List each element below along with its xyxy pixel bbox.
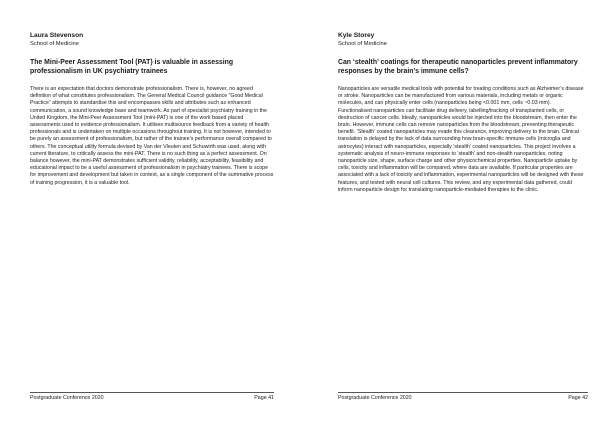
right-page xyxy=(300,0,600,424)
author-school: School of Medicine xyxy=(30,41,79,47)
page-footer xyxy=(338,392,588,402)
footer-page-number: Page 41 xyxy=(254,395,274,401)
footer-conference: Postgraduate Conference 2020 xyxy=(338,395,412,401)
abstract-body: Nanoparticles are versatile medical tools with potential for treating conditions such as Alzheimer’s disease or stroke. Nanoparticles can be manufactured from various materials, including metals or organic molecules, and can physically enter cells (nanoparticles being <0.001 mm, cells ~0.03 mm). Functionalised nanoparticles can facilitate drug delivery, labelling/tracking of transplanted cells, or destruction of cancer cells. Ideally, nanoparticles would be injected into the bloodstream, then enter the brain. However, immune cells can remove nanoparticles from the bloodstream, preventing therapeutic benefit. ‘Stealth’ coated nanoparticles may evade this clearance, improving delivery to the brain. Clinical translation is delayed by the lack of data surrounding how brain-specific immune cells (microglia and astrocytes) interact with nanoparticles, especially ‘stealth’ coated nanoparticles. This project involves a systematic analysis of neuro-immune responses to ‘stealth’ and non-stealth nanoparticles, noting nanoparticle size, shape, surface charge and other physicochemical properties. Nanoparticle uptake by cells, toxicity and inflammation will be compared, where data are available. If particular properties are associated with a lack of toxicity and inflammation, experimental nanoparticles will be designed with these features, and tested with neural cell cultures. This review, and any experimental data gathered, could inform nanoparticle design for translating nanoparticle-mediated therapies to the clinic. xyxy=(338,86,584,193)
right-abstract xyxy=(338,32,586,194)
author-name: Laura Stevenson xyxy=(30,32,84,39)
author-name: Kyle Storey xyxy=(338,32,375,39)
abstract-body: There is an expectation that doctors demonstrate professionalism. There is, however, no agreed definition of what constitutes professionalism. The General Medical Council guidance “Good Medical Practice” attempts to standardise this and encompasses skills and attributes such as enhanced communication, a sound knowledge base and teamwork. As part of specialist psychiatry training in the United Kingdom, the Mini-Peer Assessment Tool (mini-PAT) is one of the work based placed assessments used to evidence professionalism. It utilises multisource feedback from a variety of health professionals and is undertaken on multiple occasions throughout training. It is not however, intended to be purely an assessment of professionalism, but rather of the trainee’s performance overall compared to others. The conceptual utility formula devised by Van der Vleuten and Schuwirth was used, along with current literature, to critically assess the mini-PAT. There is no such thing as a perfect assessment. On balance however, the mini-PAT demonstrates sufficient validity, reliability, acceptability, feasibility and educational impact to be a useful assessment of professionalism in psychiatry trainees. There is scope for improvement and development but taken in context, as a single component of the summative process of training progression, it is a valuable tool. xyxy=(30,86,274,186)
footer-conference: Postgraduate Conference 2020 xyxy=(30,395,104,401)
footer-page-number: Page 42 xyxy=(568,395,588,401)
page-footer xyxy=(30,392,274,402)
left-abstract xyxy=(30,32,274,187)
abstract-title: The Mini-Peer Assessment Tool (PAT) is valuable in assessing professionalism in UK psychiatry trainees xyxy=(30,59,234,75)
author-school: School of Medicine xyxy=(338,41,387,47)
abstract-title: Can ‘stealth’ coatings for therapeutic nanoparticles prevent inflammatory responses by the brain’s immune cells? xyxy=(338,59,578,75)
